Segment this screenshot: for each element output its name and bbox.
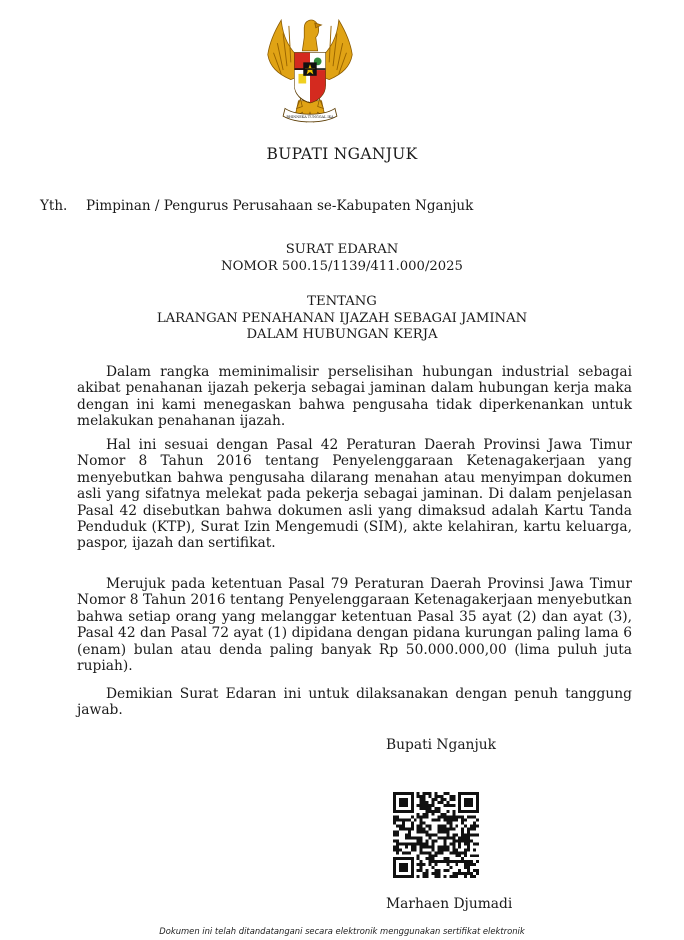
subject-line-2: DALAM HUBUNGAN KERJA <box>246 327 438 342</box>
recipient-prefix: Yth. <box>40 198 68 214</box>
document-number: NOMOR 500.15/1139/411.000/2025 <box>221 258 463 274</box>
emblem-motto: BHINNEKA TUNGGAL IKA <box>286 115 334 120</box>
recipient-line <box>40 198 473 214</box>
recipient-name: Pimpinan / Pengurus Perusahaan se-Kabupaten Nganjuk <box>86 198 474 214</box>
body-paragraph-4: Demikian Surat Edaran ini untuk dilaksanakan dengan penuh tanggung jawab. <box>77 686 632 719</box>
qr-code-icon <box>393 792 479 878</box>
footer-note: Dokumen ini telah ditandatangani secara elektronik menggunakan sertifikat elektronik <box>159 926 525 936</box>
subject-about: TENTANG <box>307 294 377 309</box>
subject-line-1: LARANGAN PENAHANAN IJAZAH SEBAGAI JAMINAN <box>156 310 528 326</box>
garuda-emblem-icon <box>262 12 358 130</box>
body-paragraph-1: Dalam rangka meminimalisir perselisihan hubungan industrial sebagai akibat penahanan ijazah pekerja sebagai jaminan dalam hubungan kerja maka dengan ini kami menegaskan bahwa pengusaha tidak diperkenankan untuk melakukan penahanan ijazah. <box>77 364 632 430</box>
body-paragraph-3: Merujuk pada ketentuan Pasal 79 Peraturan Daerah Provinsi Jawa Timur Nomor 8 Tahun 2016 tentang Penyelenggaraan Ketenagakerjaan menyebutkan bahwa setiap orang yang melanggar ketentuan Pasal 35 ayat (2) dan ayat (3), Pasal 42 dan Pasal 72 ayat (1) dipidana dengan pidana kurungan paling lama 6 (enam) bulan atau denda paling banyak Rp 50.000.000,00 (lima puluh juta rupiah). <box>77 576 632 675</box>
document-subject-block <box>0 294 684 344</box>
letterhead: BUPATI NGANJUK <box>266 145 418 163</box>
document-type: SURAT EDARAN <box>285 242 399 257</box>
signature-title: Bupati Nganjuk <box>386 737 496 753</box>
document-type-block <box>0 242 684 275</box>
signature-name: Marhaen Djumadi <box>386 896 513 912</box>
body-paragraph-2: Hal ini sesuai dengan Pasal 42 Peraturan Daerah Provinsi Jawa Timur Nomor 8 Tahun 2016 tentang Penyelenggaraan Ketenagakerjaan yang menyebutkan bahwa pengusaha dilarang menahan atau menyimpan dokumen asli yang sifatnya melekat pada pekerja sebagai jaminan. Di dalam penjelasan Pasal 42 disebutkan bahwa dokumen asli yang dimaksud adalah Kartu Tanda Penduduk (KTP), Surat Izin Mengemudi (SIM), akte kelahiran, kartu keluarga, paspor, ijazah dan sertifikat. <box>77 437 632 552</box>
